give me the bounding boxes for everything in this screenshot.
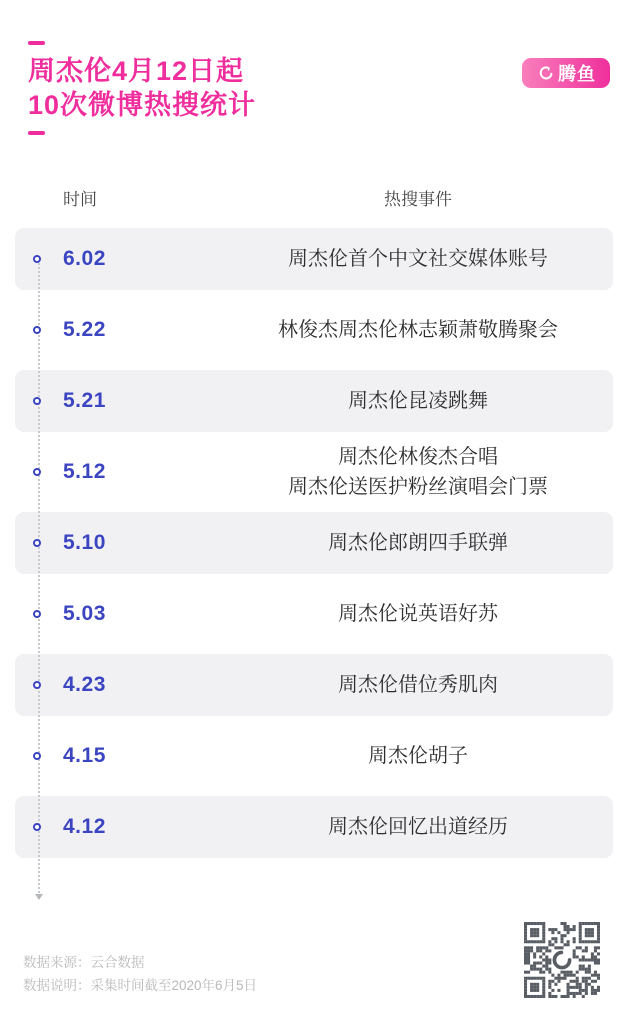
event-cell: 周杰伦借位秀肌肉 [338,674,498,696]
event-cell: 林俊杰周杰伦林志颖萧敬腾聚会 [278,319,558,341]
event-cell: 周杰伦昆凌跳舞 [348,390,488,412]
time-cell: 5.21 [63,389,106,412]
timeline-node-icon [33,326,41,334]
time-cell: 4.12 [63,815,106,838]
table-row [15,441,613,503]
time-cell: 4.15 [63,744,106,767]
table-row [15,583,613,645]
time-cell: 6.02 [63,247,106,270]
timeline-node-icon [33,397,41,405]
timeline-node-icon [33,539,41,547]
page-title-line1: 周杰伦4月12日起 [28,56,245,86]
timeline-node-icon [33,681,41,689]
event-cell: 周杰伦林俊杰合唱 周杰伦送医护粉丝演唱会门票 [288,446,548,498]
table-row [15,299,613,361]
column-header-time: 时间 [63,189,97,209]
table-row [15,370,613,432]
timeline-node-icon [33,610,41,618]
event-cell: 周杰伦胡子 [368,745,468,767]
table-row [15,512,613,574]
column-header-event: 热搜事件 [384,189,452,209]
table-row [15,796,613,858]
timeline-node-icon [33,255,41,263]
page-title-line2: 10次微博热搜统计 [28,90,257,120]
qr-code [524,922,600,998]
tengyu-fish-swirl-icon [536,64,555,83]
event-cell: 周杰伦首个中文社交媒体账号 [288,248,548,270]
table-body [15,228,613,858]
footer-note-line: 数据说明：采集时间截至2020年6月5日 [23,978,258,993]
timeline-node-icon [33,823,41,831]
timeline-line [38,259,40,897]
time-cell: 5.12 [63,460,106,483]
title-dash-top [28,41,45,45]
table-row [15,228,613,290]
table-row [15,725,613,787]
logo-text: 腾鱼 [558,64,596,84]
event-cell: 周杰伦说英语好苏 [338,603,498,625]
time-cell: 5.10 [63,531,106,554]
footer-notes [23,951,257,997]
table-row [15,654,613,716]
event-cell: 周杰伦郎朗四手联弹 [328,532,508,554]
event-cell: 周杰伦回忆出道经历 [328,816,508,838]
time-cell: 4.23 [63,673,106,696]
table-header [15,186,613,208]
tengyu-logo [522,58,610,88]
timeline-node-icon [33,468,41,476]
time-cell: 5.22 [63,318,106,341]
time-cell: 5.03 [63,602,106,625]
footer-source-line: 数据来源：云合数据 [23,955,145,970]
timeline-node-icon [33,752,41,760]
title-dash-bottom [28,131,45,135]
